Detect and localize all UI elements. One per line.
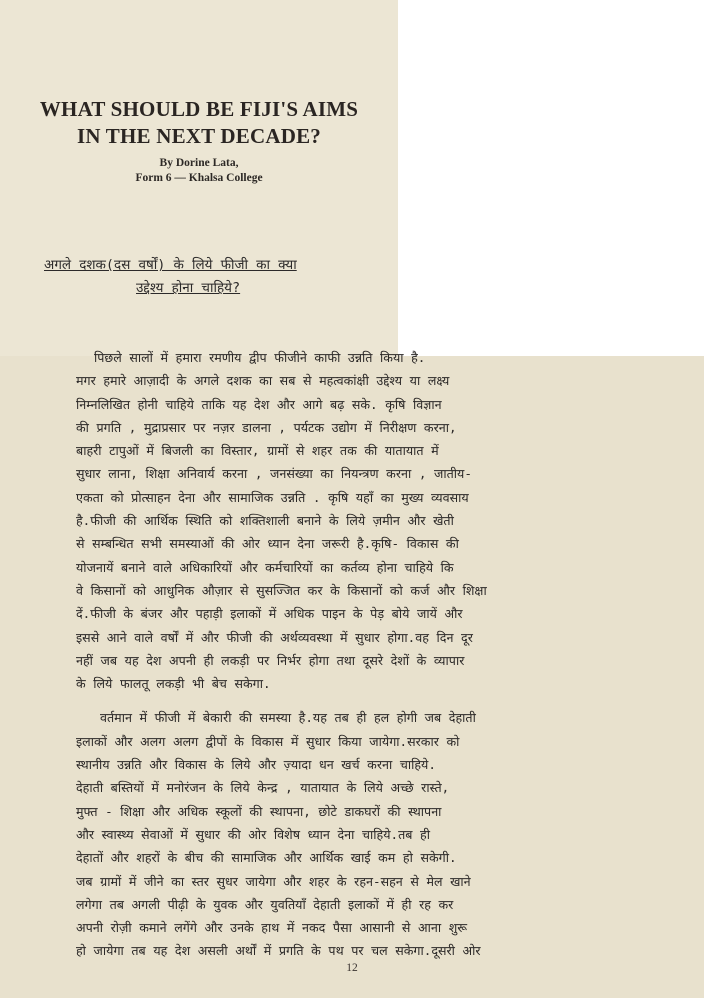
paragraph-line: लगेगा तब अगली पीढ़ी के युवक और युवतियाँ देहाती इलाकों में ही रह कर xyxy=(76,896,454,912)
paragraph-line: योजनायें बनाने वाले अधिकारियों और कर्मचारियों का कर्तव्य होना चाहिये कि xyxy=(76,559,454,575)
paragraph-line: मगर हमारे आज़ादी के अगले दशक का सब से महत्वकांक्षी उद्देश्य या लक्ष्य xyxy=(76,373,450,389)
hindi-title-line-2: उद्देश्य होना चाहिये? xyxy=(136,280,241,296)
paper-top-section xyxy=(0,0,398,356)
page-number: 12 xyxy=(346,962,358,974)
paragraph-line: दें.फीजी के बंजर और पहाड़ी इलाकों में अधिक पाइन के पेड़ बोये जायें और xyxy=(76,606,463,622)
paragraph-line: के लिये फालतू लकड़ी भी बेच सकेगा. xyxy=(76,676,271,692)
paragraph-line: इससे आने वाले वर्षों में और फीजी की अर्थव्यवस्था में सुधार होगा.वह दिन दूर xyxy=(76,629,473,645)
paragraph-line: से सम्बन्धित सभी समस्याओं की ओर ध्यान देना जरूरी है.कृषि- विकास की xyxy=(76,536,459,552)
paragraph-line: सुधार लाना, शिक्षा अनिवार्य करना , जनसंख्या का नियन्त्रण करना , जातीय- xyxy=(76,466,472,482)
hindi-title-line-1: अगले दशक(दस वर्षों) के लिये फीजी का क्या xyxy=(44,257,297,273)
paragraph-line: वे किसानों को आधुनिक औज़ार से सुसज्जित कर के किसानों को कर्ज और शिक्षा xyxy=(76,582,487,598)
paragraph-line: जब ग्रामों में जीने का स्तर सुधर जायेगा और शहर के रहन-सहन से मेल खाने xyxy=(76,873,471,889)
byline-school: Form 6 — Khalsa College xyxy=(135,172,263,184)
paragraph-line: निम्नलिखित होनी चाहिये ताकि यह देश और आगे बढ़ सके. कृषि विज्ञान xyxy=(76,396,442,412)
paragraph-line: मुफ्त - शिक्षा और अधिक स्कूलों की स्थापना, छोटे डाकघरों की स्थापना xyxy=(76,803,442,819)
byline-author: By Dorine Lata, xyxy=(159,157,239,169)
article-title-line-2: IN THE NEXT DECADE? xyxy=(77,124,321,148)
hindi-title xyxy=(44,254,364,300)
paragraph-line: वर्तमान में फीजी में बेकारी की समस्या है.यह तब ही हल होगी जब देहाती xyxy=(100,710,476,726)
paragraph-line: अपनी रोज़ी कमाने लगेंगे और उनके हाथ में नकद पैसा आसानी से आना शुरू xyxy=(76,920,468,936)
byline xyxy=(20,156,378,186)
paragraph-line: इलाकों और अलग अलग द्वीपों के विकास में सुधार किया जायेगा.सरकार को xyxy=(76,733,460,749)
paragraph-line: देहाती बस्तियों में मनोरंजन के लिये केन्द्र , यातायात के लिये अच्छे रास्ते, xyxy=(76,780,450,796)
paragraph-line: हो जायेगा तब यह देश असली अर्थों में प्रगति के पथ पर चल सकेगा.दूसरी ओर xyxy=(76,943,481,959)
paragraph-line: है.फीजी की आर्थिक स्थिति को शक्तिशाली बनाने के लिये ज़मीन और खेती xyxy=(76,513,454,529)
paragraph-line: स्थानीय उन्नति और विकास के लिये और ज़्यादा धन खर्च करना चाहिये. xyxy=(76,757,436,773)
paragraph-line: बाहरी टापुओं में बिजली का विस्तार, ग्रामों से शहर तक की यातायात में xyxy=(76,443,439,459)
paragraph-line: पिछले सालों में हमारा रमणीय द्वीप फीजीने काफी उन्नति किया है. xyxy=(94,350,426,365)
article-title xyxy=(20,96,378,150)
paragraph-line: और स्वास्थ्य सेवाओं में सुधार की ओर विशेष ध्यान देना चाहिये.तब ही xyxy=(76,826,430,842)
paragraph xyxy=(76,346,636,695)
article-body xyxy=(76,346,636,963)
paragraph-line: की प्रगति , मुद्राप्रसार पर नज़र डालना , पर्यटक उद्योग में निरीक्षण करना, xyxy=(76,419,457,435)
paragraph-line: एकता को प्रोत्साहन देना और सामाजिक उन्नति . कृषि यहाँ का मुख्य व्यवसाय xyxy=(76,489,469,505)
article-title-line-1: WHAT SHOULD BE FIJI'S AIMS xyxy=(39,97,359,121)
paragraph xyxy=(76,706,636,962)
paragraph-line: नहीं जब यह देश अपनी ही लकड़ी पर निर्भर होगा तथा दूसरे देशों के व्यापार xyxy=(76,652,465,668)
paragraph-line: देहातों और शहरों के बीच की सामाजिक और आर्थिक खाई कम हो सकेगी. xyxy=(76,850,457,866)
